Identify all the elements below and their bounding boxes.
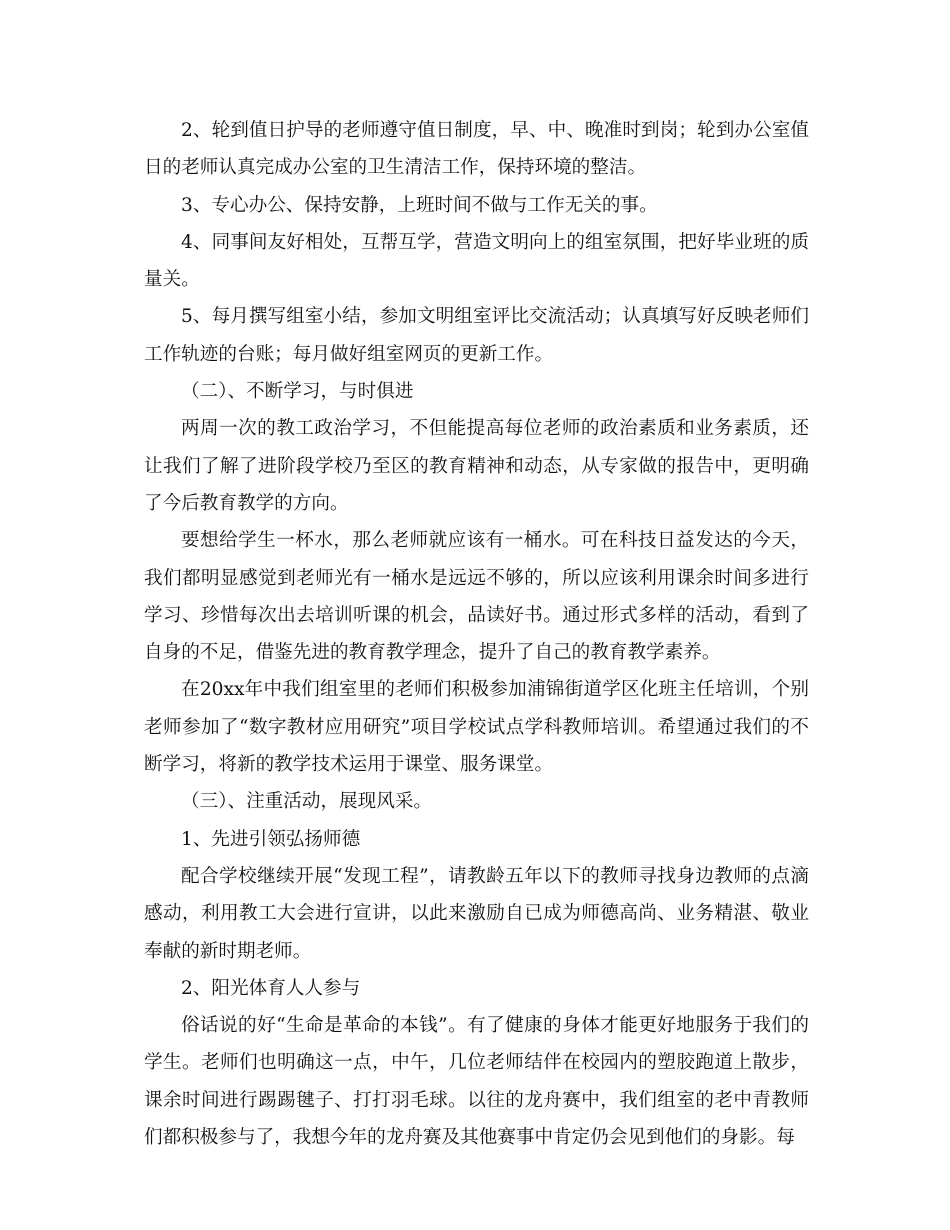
section-heading-learning: （二）、不断学习，与时俱进 <box>181 381 414 403</box>
paragraph-health: 俗话说的好“生命是革命的本钱”。有了健康的身体才能更好地服务于我们的学生。老师们也明确这一点，中午，几位老师结伴在校园内的塑胶跑道上散步，课余时间进行踢踢毽子、打打羽毛球。以往的龙舟赛中，我们组室的老中青教师们都积极参与了，我想今年的龙舟赛及其他赛事中肯定仍会见到他们的身影。每 <box>144 1015 809 1149</box>
paragraph-monthly-summary: 5、每月撰写组室小结，参加文明组室评比交流活动；认真填写好反映老师们工作轨迹的台账；每月做好组室网页的更新工作。 <box>144 306 809 365</box>
section-heading-activities: （三）、注重活动，展现风采。 <box>181 791 433 813</box>
paragraph-duty-rule: 2、轮到值日护导的老师遵守值日制度，早、中、晚准时到岗；轮到办公室值日的老师认真完成办公室的卫生清洁工作，保持环境的整洁。 <box>144 120 809 179</box>
paragraph-political-study: 两周一次的教工政治学习，不但能提高每位老师的政治素质和业务素质，还让我们了解了进阶段学校乃至区的教育精神和动态，从专家做的报告中，更明确了今后教育教学的方向。 <box>144 418 809 514</box>
subheading-teacher-ethics: 1、先进引领弘扬师德 <box>181 828 361 850</box>
paragraph-training: 在20xx年中我们组室里的老师们积极参加浦锦街道学区化班主任培训，个别老师参加了“数字教材应用研究”项目学校试点学科教师培训。希望通过我们的不断学习，将新的教学技术运用于课堂、服务课堂。 <box>144 679 809 776</box>
subheading-sports: 2、阳光体育人人参与 <box>181 977 361 999</box>
paragraph-colleague-rule: 4、同事间友好相处，互帮互学，营造文明向上的组室氛围，把好毕业班的质量关。 <box>144 231 809 291</box>
paragraph-bucket-of-water: 要想给学生一杯水，那么老师就应该有一桶水。可在科技日益发达的今天，我们都明显感觉到老师光有一桶水是远远不够的，所以应该利用课余时间多进行学习、珍惜每次出去培训听课的机会，品读好书。通过形式多样的活动，看到了自身的不足，借鉴先进的教育教学理念，提升了自己的教育教学素养。 <box>144 530 809 664</box>
paragraph-office-rule: 3、专心办公、保持安静，上班时间不做与工作无关的事。 <box>181 194 658 216</box>
document-body <box>144 112 809 1156</box>
paragraph-discovery-project: 配合学校继续开展“发现工程”，请教龄五年以下的教师寻找身边教师的点滴感动，利用教工大会进行宣讲，以此来激励自已成为师德高尚、业务精湛、敬业奉献的新时期老师。 <box>144 865 809 962</box>
